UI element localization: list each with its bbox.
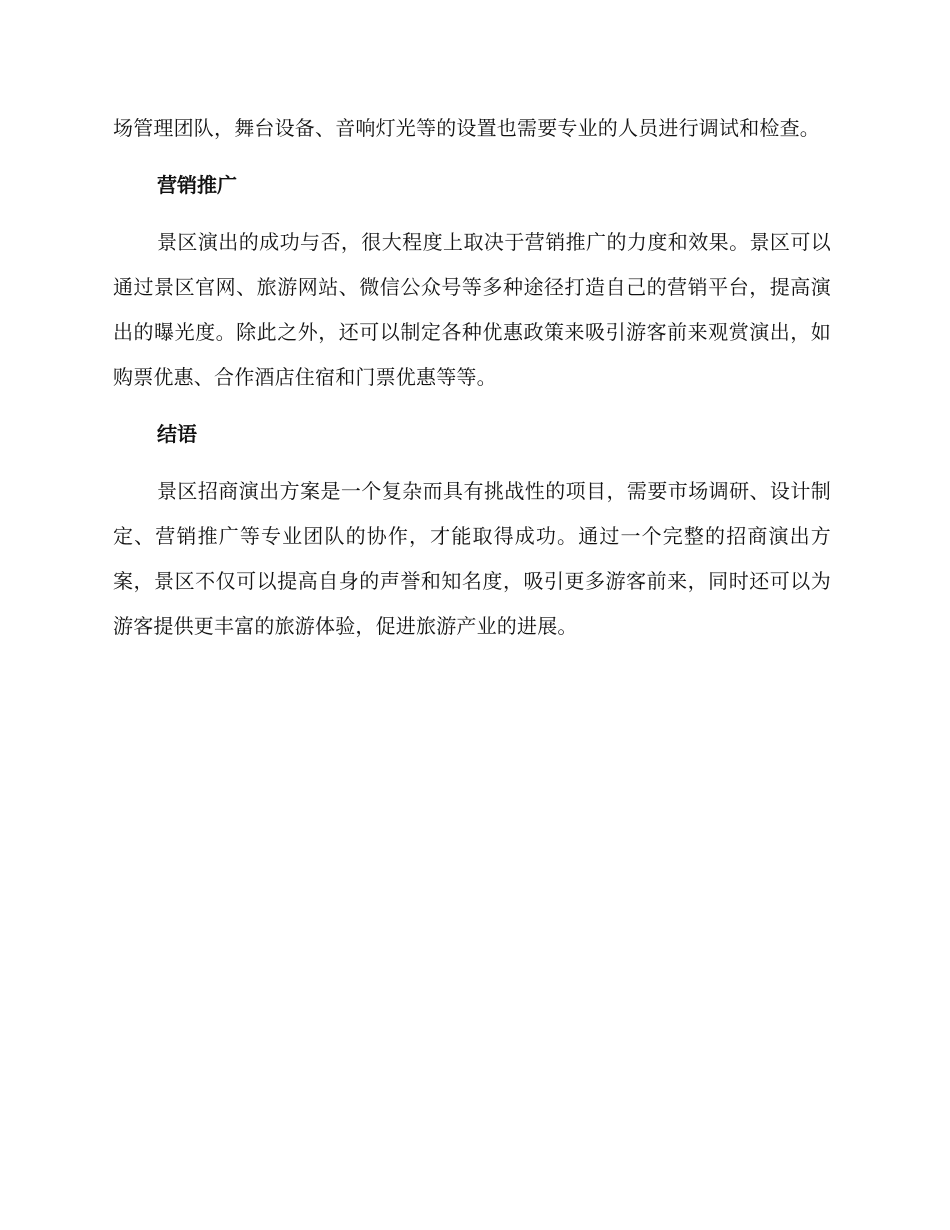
section-heading-marketing: 营销推广 [157, 173, 237, 197]
section-body-marketing: 景区演出的成功与否，很大程度上取决于营销推广的力度和效果。景区可以通过景区官网、旅游网站、微信公众号等多种途径打造自己的营销平台，提高演出的曝光度。除此之外，还可以制定各种优惠政策来吸引游客前来观赏演出，如购票优惠、合作酒店住宿和门票优惠等等。 [113, 230, 831, 389]
section-heading-conclusion: 结语 [157, 422, 197, 446]
section-body-conclusion: 景区招商演出方案是一个复杂而具有挑战性的项目，需要市场调研、设计制定、营销推广等专业团队的协作，才能取得成功。通过一个完整的招商演出方案，景区不仅可以提高自身的声誉和知名度，吸引更多游客前来，同时还可以为游客提供更丰富的旅游体验，促进旅游产业的进展。 [113, 479, 831, 638]
document-page [113, 106, 831, 649]
intro-paragraph: 场管理团队，舞台设备、音响灯光等的设置也需要专业的人员进行调试和检查。 [113, 116, 820, 140]
